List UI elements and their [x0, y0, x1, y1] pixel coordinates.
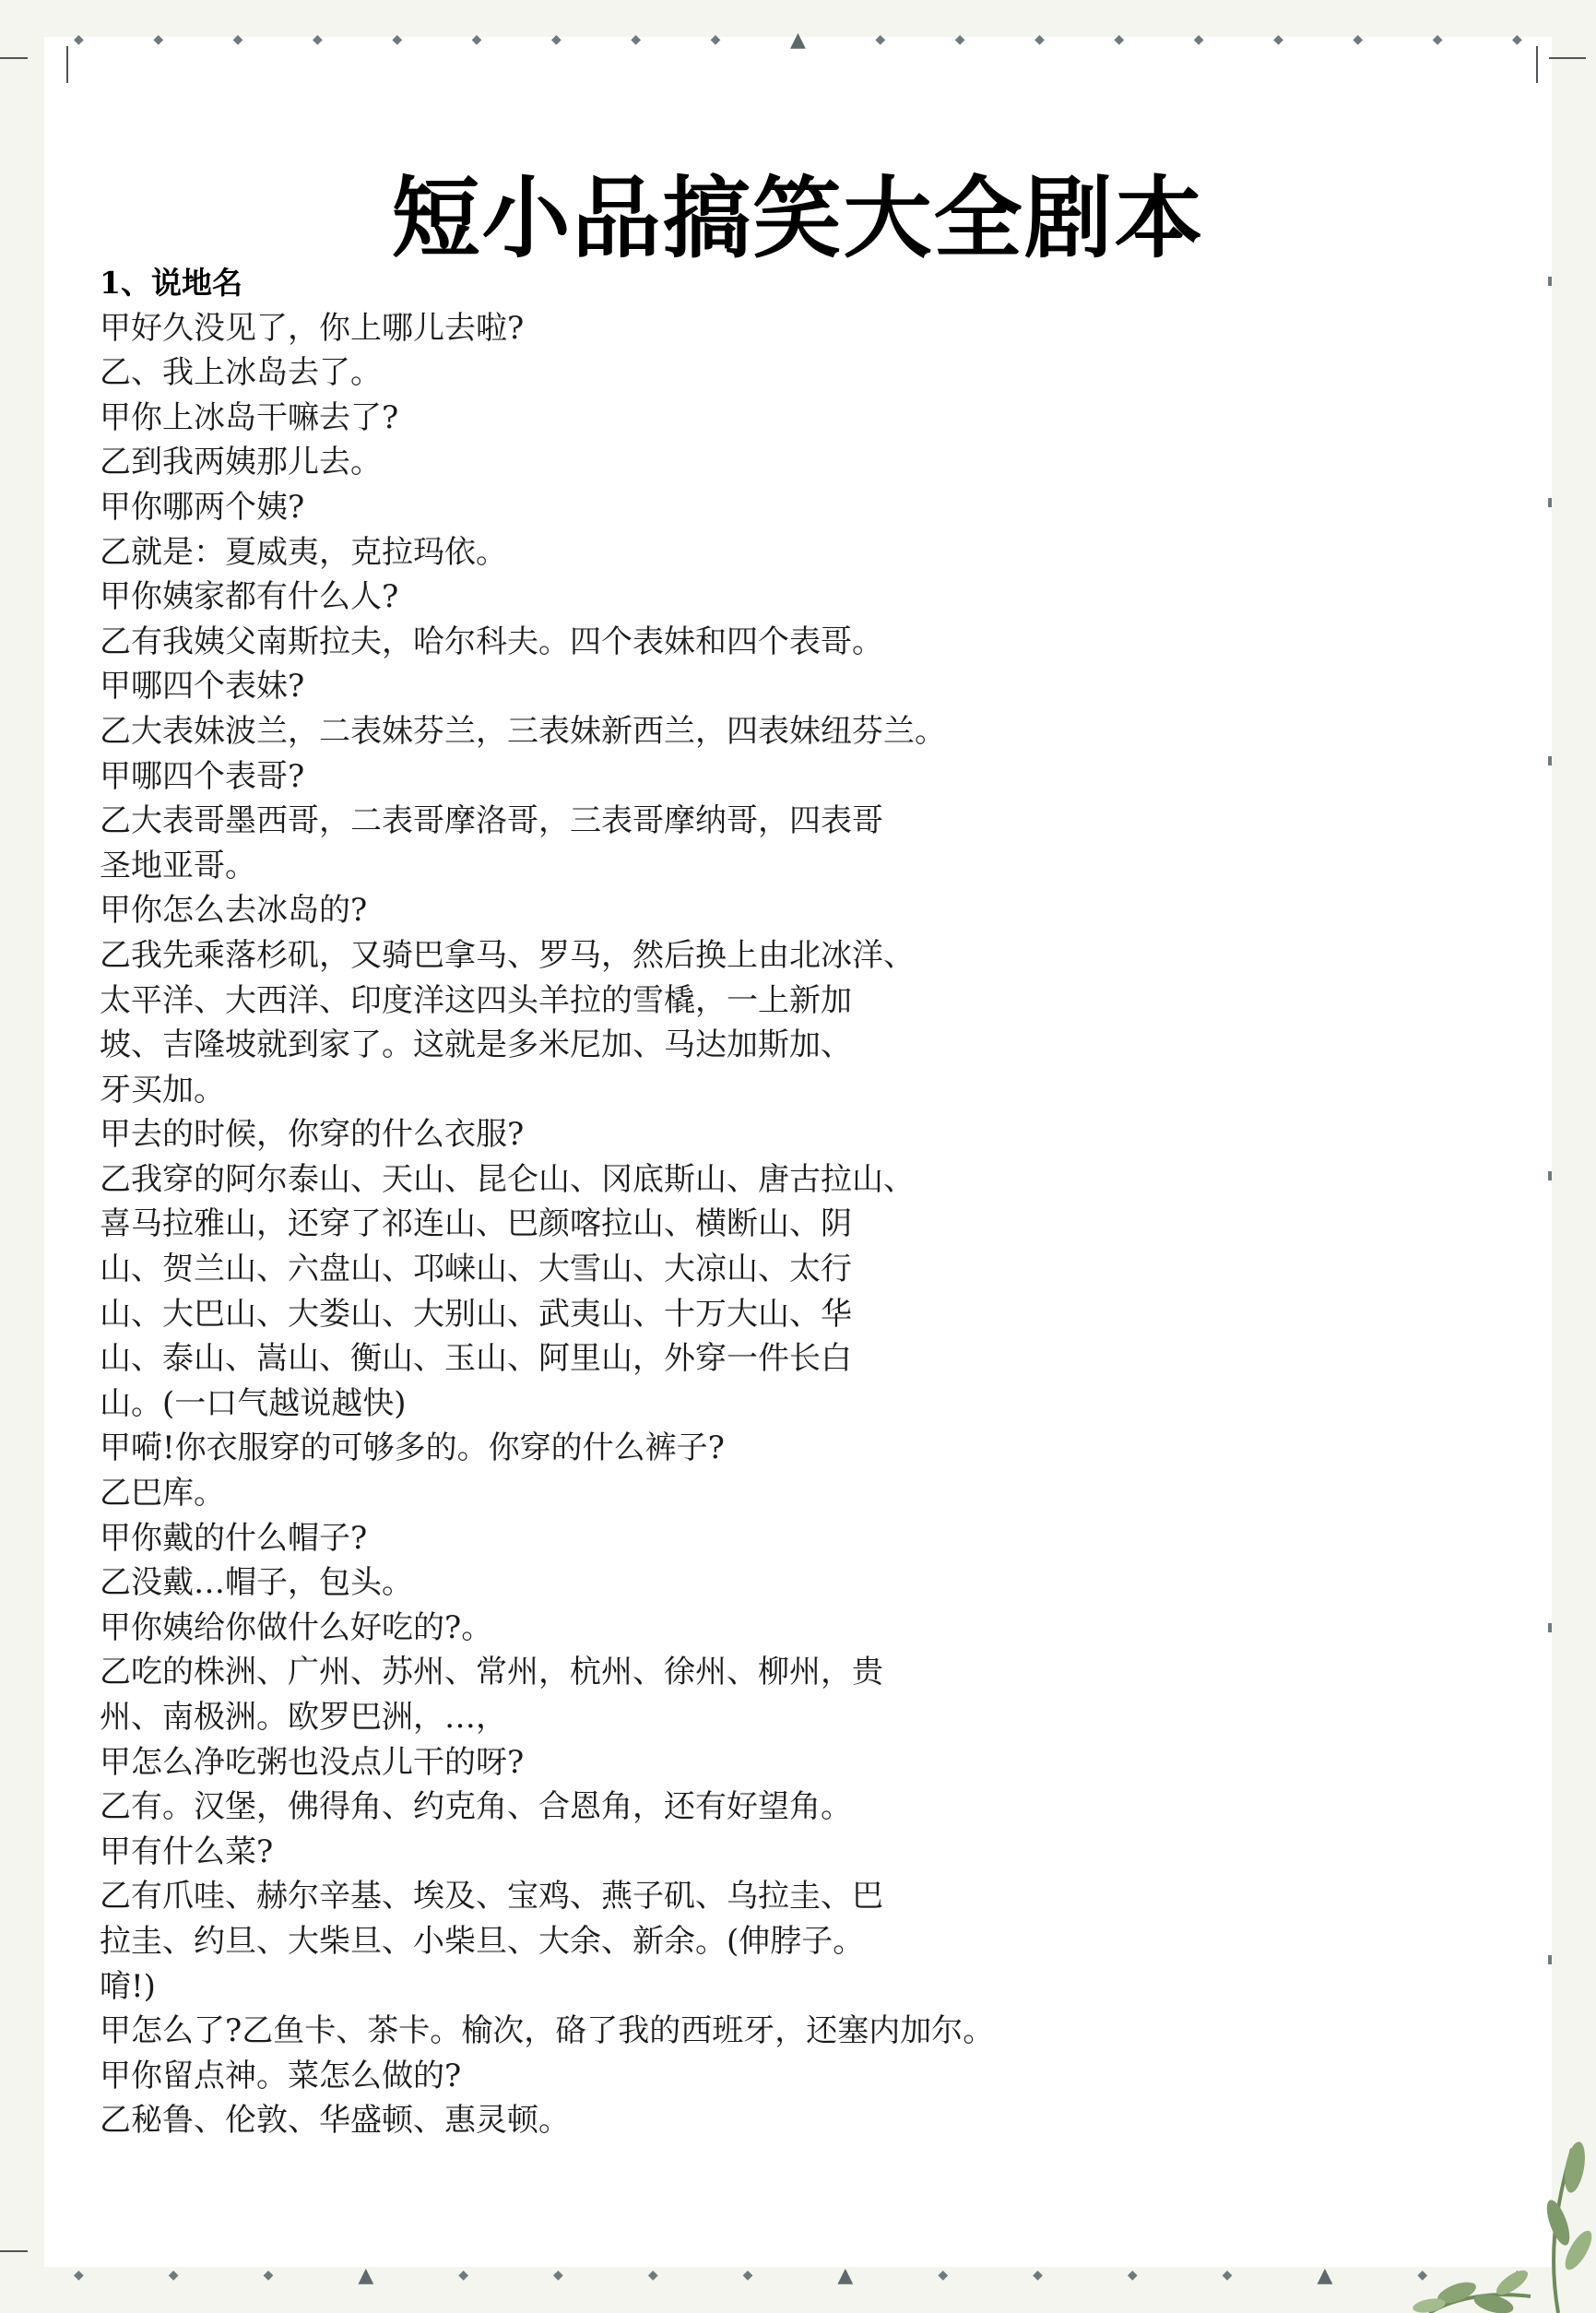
border-dot-icon: ◆: [631, 32, 642, 47]
border-dot-icon: ◆: [1127, 2268, 1138, 2283]
dialogue-line: 乙我穿的阿尔泰山、天山、昆仑山、冈底斯山、唐古拉山、: [100, 1160, 915, 1198]
dialogue-line: 乙就是：夏威夷，克拉玛依。: [100, 533, 507, 571]
dialogue-line: 圣地亚哥。: [100, 847, 256, 884]
border-dot-icon: ◆: [1033, 2268, 1043, 2283]
dialogue-line: 甲你怎么去冰岛的?: [100, 892, 368, 930]
dialogue-line: 甲你姨给你做什么好吃的?。: [100, 1608, 493, 1646]
border-dot-icon: ◆: [938, 2268, 949, 2283]
border-dot-icon: ◆: [168, 2268, 179, 2283]
dialogue-line: 甲好久没见了，你上哪儿去啦?: [100, 309, 525, 347]
dialogue-line: 乙大表哥墨西哥，二表哥摩洛哥，三表哥摩纳哥，四表哥: [100, 802, 883, 840]
border-dot-icon: ◆: [458, 2268, 469, 2283]
dialogue-line: 甲你上冰岛干嘛去了?: [100, 398, 399, 436]
dialogue-line: 乙秘鲁、伦敦、华盛顿、惠灵顿。: [100, 2102, 570, 2140]
border-dot-icon: ◆: [74, 32, 84, 47]
dialogue-line: 山。(一口气越说越快): [100, 1384, 407, 1422]
border-dot-icon: ◆: [875, 32, 886, 47]
dialogue-line: 乙有我姨父南斯拉夫，哈尔科夫。四个表妹和四个表哥。: [100, 623, 883, 660]
border-dot-icon: ◆: [710, 32, 721, 47]
dialogue-line: 甲哪四个表妹?: [100, 668, 305, 706]
border-dot-icon: ◆: [312, 32, 323, 47]
dialogue-line: 唷!): [100, 1967, 156, 2005]
dialogue-line: 甲哪四个表哥?: [100, 757, 305, 795]
dialogue-line: 甲你留点神。菜怎么做的?: [100, 2057, 462, 2094]
dialogue-line: 牙买加。: [100, 1071, 225, 1109]
dialogue-line: 坡、吉隆坡就到家了。这就是多米尼加、马达加斯加、: [100, 1026, 852, 1064]
corner-line-right-vertical: [1536, 46, 1538, 83]
side-tick: [1548, 1171, 1552, 1180]
corner-line-left-vertical: [66, 46, 68, 83]
dialogue-line: 甲你姨家都有什么人?: [100, 578, 399, 616]
border-dot-icon: ◆: [74, 2268, 84, 2283]
dialogue-line: 州、南极洲。欧罗巴洲，…，: [100, 1699, 507, 1736]
document-body: [100, 261, 1483, 2143]
page-title: 短小品搞笑大全剧本: [391, 166, 1205, 271]
dialogue-line: 山、大巴山、大娄山、大别山、武夷山、十万大山、华: [100, 1295, 852, 1333]
border-dot-icon: ◆: [153, 32, 164, 47]
dialogue-line: 甲你戴的什么帽子?: [100, 1519, 368, 1557]
border-dot-icon: ◆: [1512, 32, 1522, 47]
dialogue-line: 乙到我两姨那儿去。: [100, 444, 382, 481]
dialogue-line: 甲嗬!你衣服穿的可够多的。你穿的什么裤子?: [100, 1429, 725, 1467]
dialogue-line: 乙、我上冰岛去了。: [100, 354, 382, 392]
dialogue-line: 乙有。汉堡，佛得角、约克角、合恩角，还有好望角。: [100, 1788, 852, 1826]
dialogue-line: 拉圭、约旦、大柴旦、小柴旦、大余、新余。(伸脖子。: [100, 1922, 865, 1960]
border-dot-icon: ◆: [954, 32, 965, 47]
border-dot-icon: ◆: [1353, 32, 1364, 47]
dialogue-line: 山、贺兰山、六盘山、邛崃山、大雪山、大凉山、太行: [100, 1251, 852, 1288]
side-tick: [1548, 1623, 1552, 1632]
border-triangle-icon: ▲: [837, 2263, 854, 2287]
border-triangle-icon: ▲: [1317, 2263, 1333, 2287]
dialogue-line: 甲你哪两个姨?: [100, 488, 305, 526]
border-dot-icon: ◆: [232, 32, 243, 47]
dialogue-line: 甲怎么净吃粥也没点儿干的呀?: [100, 1743, 525, 1781]
border-dot-icon: ◆: [1193, 32, 1204, 47]
dialogue-line: 乙大表妹波兰，二表妹芬兰，三表妹新西兰，四表妹纽芬兰。: [100, 712, 946, 750]
border-dot-icon: ◆: [647, 2268, 658, 2283]
dialogue-line: 甲去的时候，你穿的什么衣服?: [100, 1116, 525, 1154]
corner-line-top-right: [1549, 57, 1586, 59]
border-dot-icon: ◆: [1114, 32, 1125, 47]
border-dot-icon: ◆: [263, 2268, 274, 2283]
side-tick: [1548, 498, 1552, 507]
dialogue-line: 乙没戴…帽子，包头。: [100, 1564, 413, 1602]
border-dot-icon: ◆: [1034, 32, 1045, 47]
plant-leaves-icon: [1374, 2112, 1596, 2313]
dialogue-line: 乙吃的株洲、广州、苏州、常州，杭州、徐州、柳州，贵: [100, 1654, 883, 1691]
border-dot-icon: ◆: [553, 2268, 563, 2283]
border-dot-icon: ◆: [1432, 32, 1443, 47]
side-tick: [1548, 1955, 1552, 1964]
border-dot-icon: ◆: [1222, 2268, 1233, 2283]
dialogue-line: 乙有爪哇、赫尔辛基、埃及、宝鸡、燕子矶、乌拉圭、巴: [100, 1878, 883, 1916]
top-border-decoration: [0, 26, 1596, 53]
border-dot-icon: ◆: [471, 32, 482, 47]
corner-line-bottom-left: [0, 2250, 28, 2252]
corner-line-top-left: [0, 57, 28, 59]
dialogue-line: 喜马拉雅山，还穿了祁连山、巴颜喀拉山、横断山、阴: [100, 1205, 852, 1243]
dialogue-line: 甲怎么了?乙鱼卡、茶卡。榆次，硌了我的西班牙，还塞内加尔。: [100, 2012, 995, 2050]
dialogue-line: 山、泰山、嵩山、衡山、玉山、阿里山，外穿一件长白: [100, 1340, 852, 1378]
border-triangle-icon: ▲: [358, 2263, 374, 2287]
dialogue-lines: [100, 306, 1483, 2143]
section-heading: 1、说地名: [100, 265, 242, 301]
bottom-border-decoration: [0, 2261, 1596, 2289]
border-dot-icon: ◆: [1417, 2268, 1428, 2283]
dialogue-line: 乙我先乘落杉矶，又骑巴拿马、罗马，然后换上由北冰洋、: [100, 936, 915, 974]
dialogue-line: 太平洋、大西洋、印度洋这四头羊拉的雪橇，一上新加: [100, 981, 852, 1019]
border-dot-icon: ◆: [742, 2268, 753, 2283]
dialogue-line: 乙巴库。: [100, 1475, 225, 1512]
border-dot-icon: ◆: [1273, 32, 1283, 47]
dialogue-line: 甲有什么菜?: [100, 1833, 274, 1870]
side-tick: [1548, 756, 1552, 765]
border-triangle-icon: ▲: [789, 28, 806, 52]
border-dot-icon: ◆: [392, 32, 403, 47]
border-dot-icon: ◆: [550, 32, 562, 47]
